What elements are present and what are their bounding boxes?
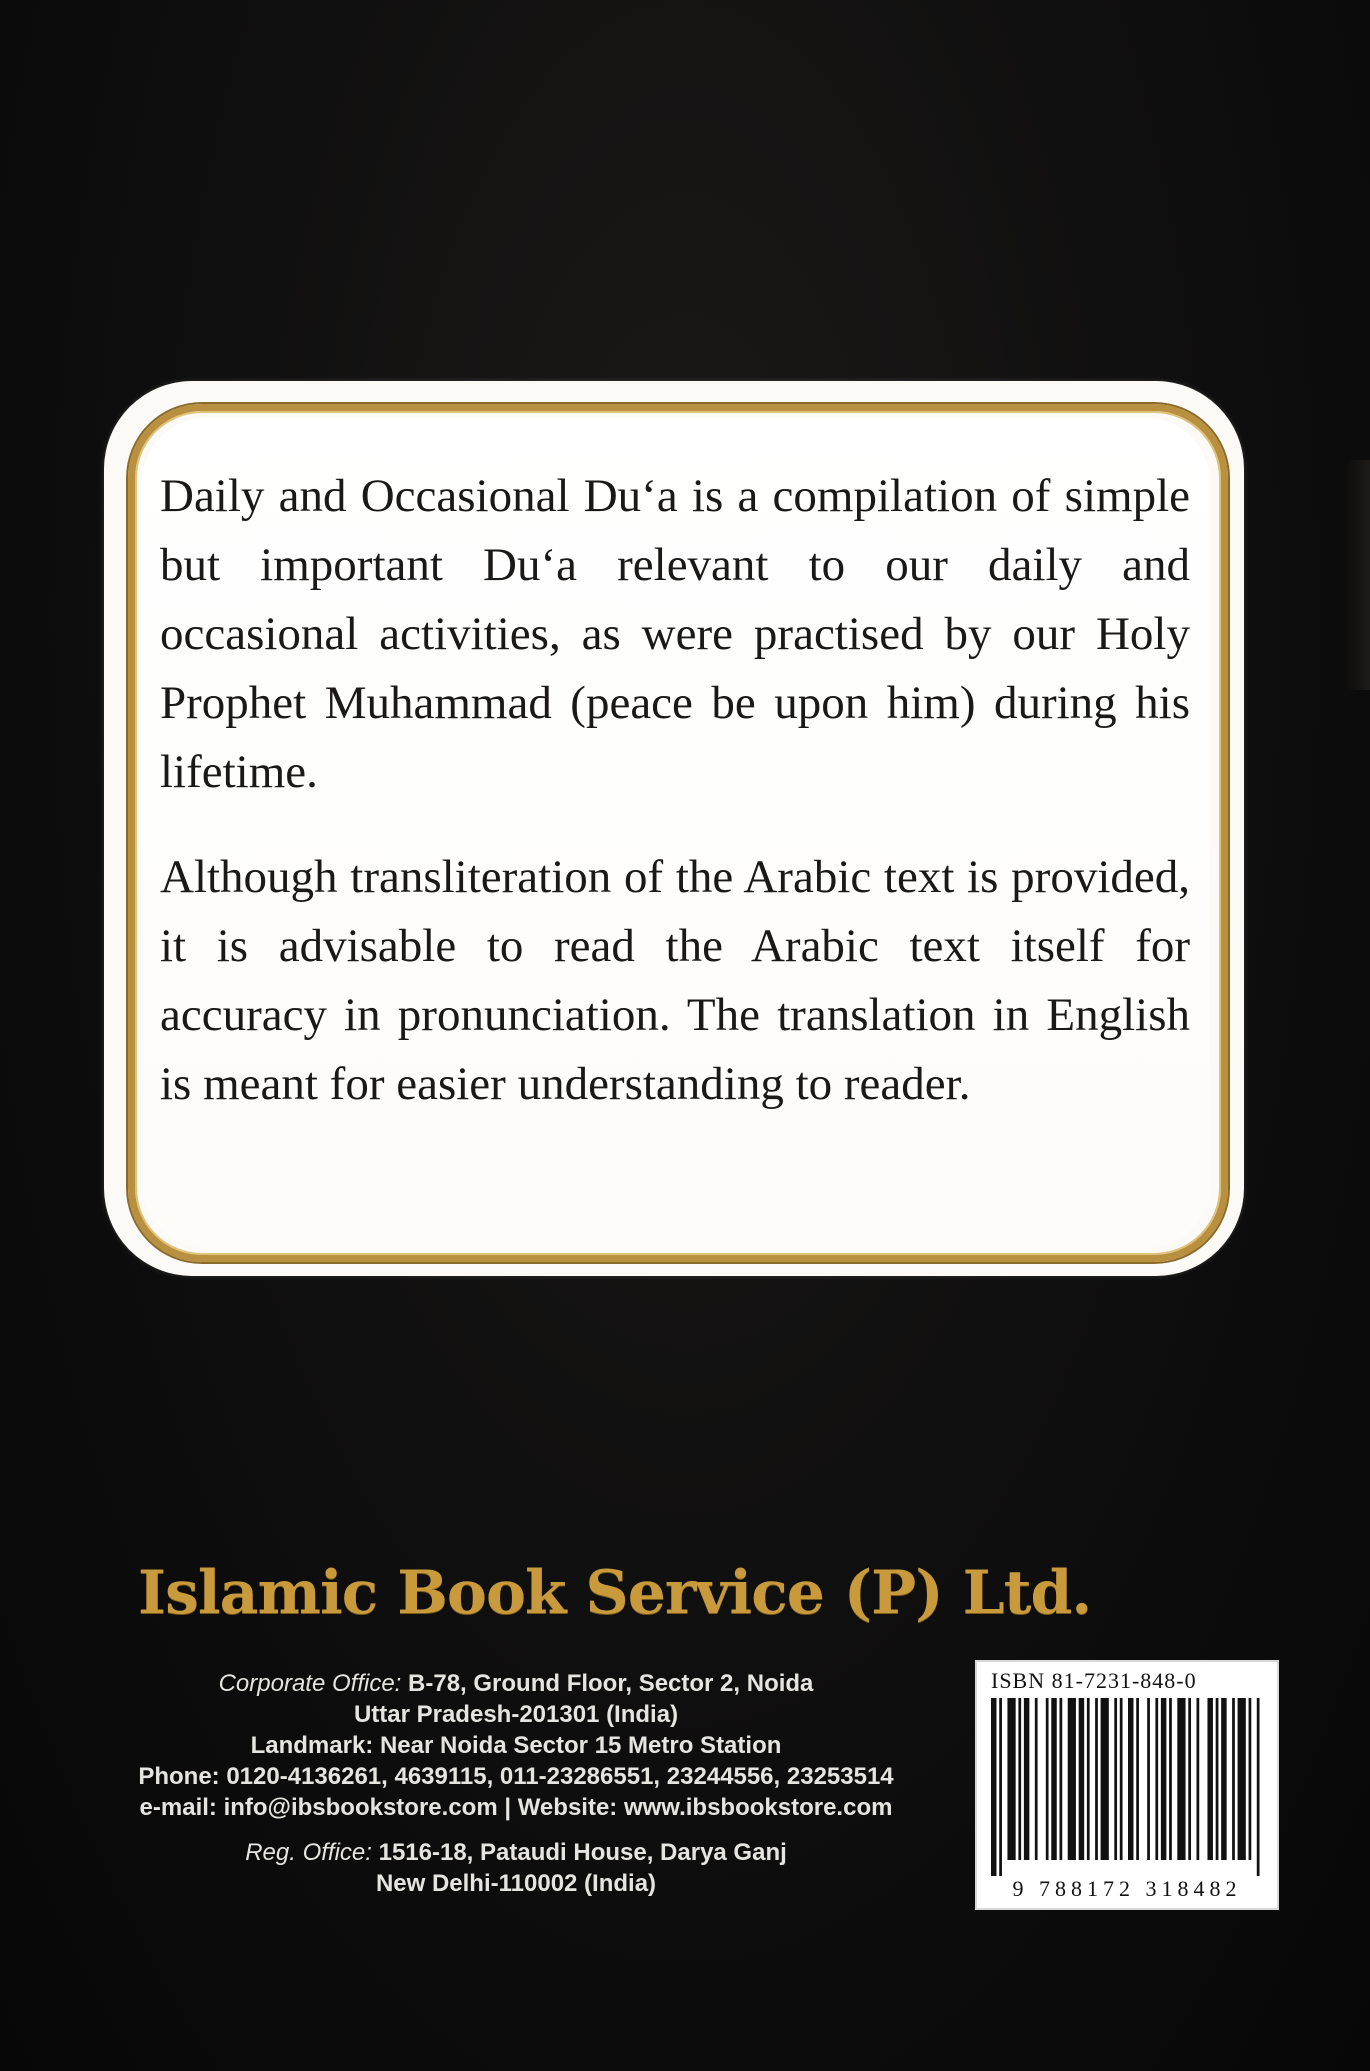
barcode-bar [1197,1698,1200,1860]
publisher-address [60,1668,972,1899]
contact-line: e-mail: info@ibsbookstore.com | Website: www.ibsbookstore.com [139,1794,893,1821]
landmark-line: Landmark: Near Noida Sector 15 Metro Station [250,1732,782,1759]
barcode-bar [1068,1698,1076,1860]
corporate-office-address: B-78, Ground Floor, Sector 2, Noida [408,1670,814,1697]
barcode-bar [1120,1698,1123,1860]
barcode-bar [1155,1698,1158,1860]
corporate-office-line [60,1668,972,1699]
isbn-text: ISBN 81-7231-848-0 [991,1668,1197,1693]
barcode-bar [991,1698,996,1876]
barcode-bar [999,1698,1002,1876]
phone-line: Phone: 0120-4136261, 4639115, 011-23286551, 23244556, 23253514 [138,1763,894,1790]
barcode-bar [1221,1698,1226,1860]
barcode-bar [1128,1698,1133,1860]
barcode-bar [1249,1698,1252,1860]
reg-office-address: 1516-18, Pataudi House, Darya Ganj [378,1839,787,1866]
barcode-bars [991,1698,1265,1876]
barcode-bar [1024,1698,1029,1860]
ean-text: 9 788172 318482 [1012,1876,1242,1901]
barcode-bar [1095,1698,1098,1860]
barcode-bar [1216,1698,1219,1860]
corporate-office-state: Uttar Pradesh-201301 (India) [353,1701,679,1728]
barcode-bar [1051,1698,1056,1860]
reg-office-line [60,1837,972,1868]
barcode-bar [1169,1698,1172,1860]
reg-office-city: New Delhi-110002 (India) [375,1870,657,1897]
barcode-bar [1188,1698,1191,1860]
address-spacer [60,1823,972,1837]
barcode-bar [1079,1698,1084,1860]
barcode-bar [1007,1698,1015,1860]
barcode-bar [1101,1698,1109,1860]
barcode-bar [1161,1698,1166,1860]
barcode-bar [1207,1698,1212,1860]
barcode-bar [1060,1698,1063,1860]
isbn-barcode [975,1660,1279,1910]
barcode-bar [1147,1698,1150,1860]
barcode-bar [1232,1698,1235,1860]
corporate-office-label: Corporate Office: [218,1670,402,1697]
barcode-bar [1018,1698,1021,1860]
spine-edge [1348,460,1370,690]
barcode-bar [1087,1698,1090,1860]
barcode-bar [1238,1698,1246,1860]
reg-office-label: Reg. Office: [245,1839,372,1866]
barcode-bar [1136,1698,1139,1860]
barcode-bar [1114,1698,1117,1860]
publisher-logo: Islamic Book Service (P) Ltd. [138,1558,1092,1628]
barcode-bar [1177,1698,1185,1860]
blurb-paragraph-2: Although transliteration of the Arabic text is provided, it is advisable to read the Arabic text itself for accuracy in pronunciation. The translation in English is meant for easier understanding to reader. [160,851,1190,1110]
blurb-paragraph-1: Daily and Occasional Du‘a is a compilation of simple but important Du‘a relevant to our daily and occasional activities, as were practised by our Holy Prophet Muhammad (peace be upon him) during his lifetime. [160,470,1190,798]
barcode-bar [1035,1698,1038,1860]
blurb-text [160,462,1190,1155]
barcode-bar [1257,1698,1260,1876]
barcode-bar [1046,1698,1049,1860]
